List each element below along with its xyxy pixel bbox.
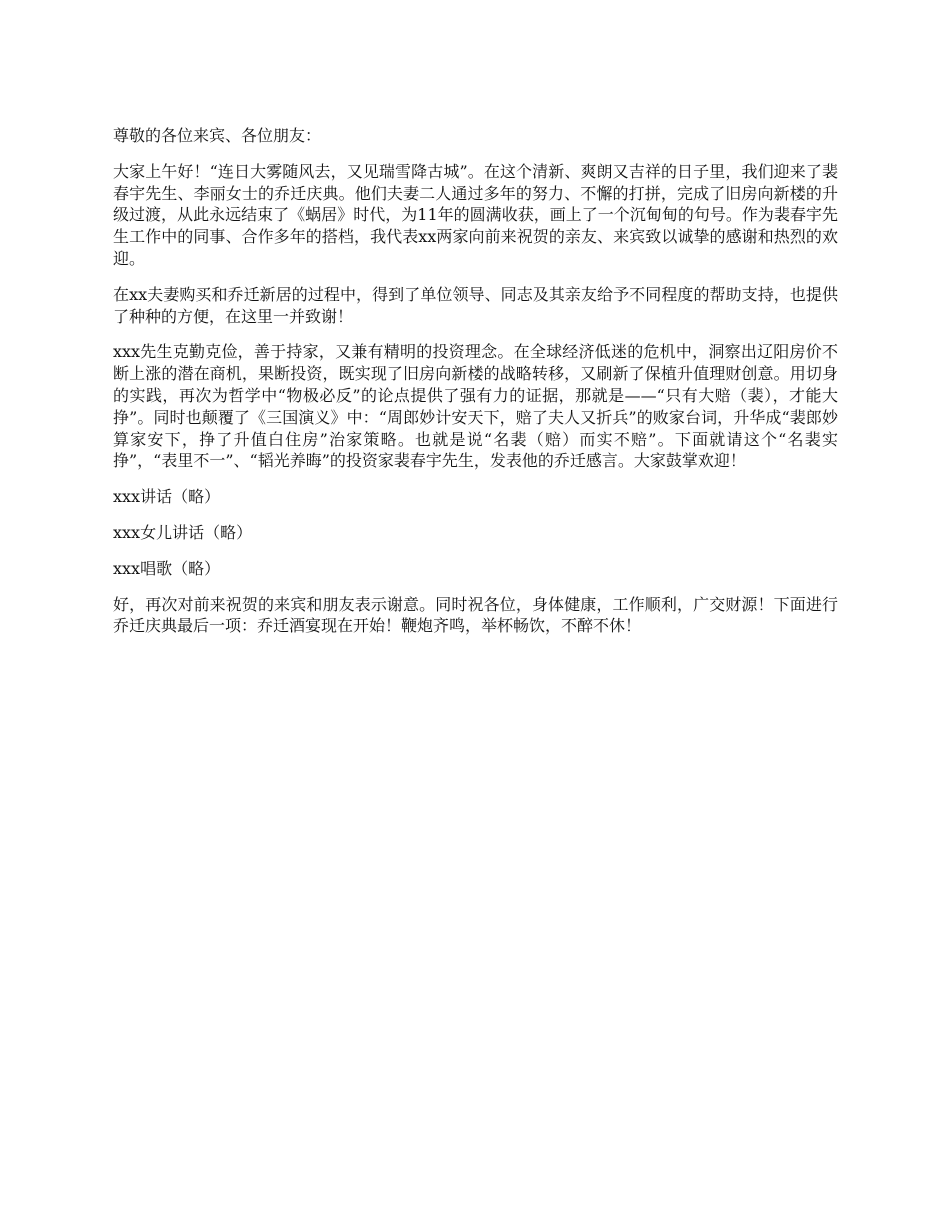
greeting-line: 尊敬的各位来宾、各位朋友：: [113, 126, 322, 145]
document-body: [113, 125, 838, 651]
paragraph-introduction: xxx先生克勤克俭，善于持家，又兼有精明的投资理念。在全球经济低迷的危机中，洞察出辽阳房价不断上涨的潜在商机，果断投资，既实现了旧房向新楼的战略转移，又刷新了保植升值理财创意。用切身的实践，再次为哲学中“物极必反”的论点提供了强有力的证据，那就是——“只有大赔（裴），才能大挣”。同时也颠覆了《三国演义》中：“周郎妙计安天下，赔了夫人又折兵”的败家台词，升华成“裴郎妙算家安下，挣了升值白住房”治家策略。也就是说“名裴（赔）而实不赔”。下面就请这个“名裴实挣”，“表里不一”、“韬光养晦”的投资家裴春宇先生，发表他的乔迁感言。大家鼓掌欢迎！: [113, 342, 838, 471]
paragraph-thanks: 在xx夫妻购买和乔迁新居的过程中，得到了单位领导、同志及其亲友给予不同程度的帮助支持，也提供了种种的方便，在这里一并致谢！: [113, 284, 838, 326]
paragraph-welcome: 大家上午好！“连日大雾随风去，又见瑞雪降古城”。在这个清新、爽朗又吉祥的日子里，我们迎来了裴春宇先生、李丽女士的乔迁庆典。他们夫妻二人通过多年的努力、不懈的打拼，完成了旧房向新楼的升级过渡，从此永远结束了《蜗居》时代，为11年的圆满收获，画上了一个沉甸甸的句号。作为裴春宇先生工作中的同事、合作多年的搭档，我代表xx两家向前来祝贺的亲友、来宾致以诚挚的感谢和热烈的欢迎。: [113, 161, 838, 268]
program-item-speech: xxx讲话（略）: [113, 487, 221, 507]
program-item-song: xxx唱歌（略）: [113, 558, 221, 578]
program-item-daughter-speech: xxx女儿讲话（略）: [113, 522, 253, 542]
paragraph-closing: 好，再次对前来祝贺的来宾和朋友表示谢意。同时祝各位，身体健康，工作顺利，广交财源！下面进行乔迁庆典最后一项：乔迁酒宴现在开始！鞭炮齐鸣，举杯畅饮，不醉不休！: [113, 594, 838, 636]
